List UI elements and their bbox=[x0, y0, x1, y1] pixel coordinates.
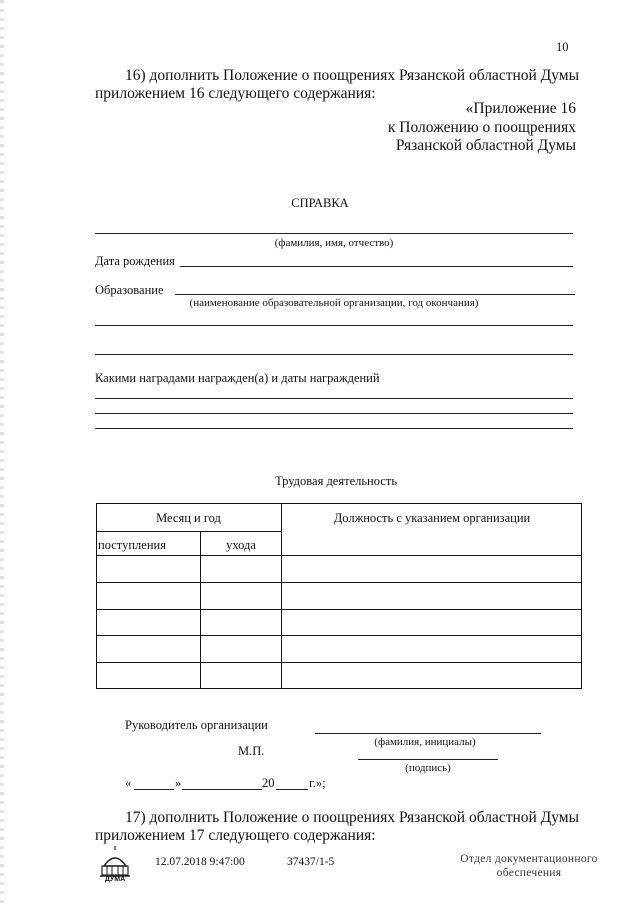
date-close-quote: » bbox=[175, 776, 182, 790]
amendment-16-line2: приложением 16 следующего содержания: bbox=[95, 85, 376, 102]
appendix-header-line3: Рязанской областной Думы bbox=[395, 137, 576, 154]
signature-line[interactable] bbox=[358, 759, 498, 760]
education-line-2[interactable] bbox=[95, 325, 573, 326]
amendment-16-line1: 16) дополнить Положение о поощрениях Рязанской областной Думы bbox=[125, 67, 580, 84]
date-open-quote: « bbox=[125, 776, 132, 790]
education-line[interactable] bbox=[175, 294, 575, 295]
appendix-header-line1: «Приложение 16 bbox=[465, 100, 576, 117]
education-caption: (наименование образовательной организации, год окончания) bbox=[189, 297, 479, 309]
education-label: Образование bbox=[95, 283, 164, 297]
awards-label: Какими наградами награжден(а) и даты награждений bbox=[95, 371, 380, 385]
birth-date-line[interactable] bbox=[180, 266, 573, 267]
awards-line-2[interactable] bbox=[95, 413, 573, 414]
page-number: 10 bbox=[556, 40, 569, 54]
table-row[interactable] bbox=[97, 610, 581, 635]
date-day-line[interactable] bbox=[134, 789, 174, 790]
work-history-title: Трудовая деятельность bbox=[274, 474, 398, 488]
signature-caption: (подпись) bbox=[405, 762, 451, 774]
amendment-17-line1: 17) дополнить Положение о поощрениях Рязанской областной Думы bbox=[125, 809, 580, 826]
awards-line-3[interactable] bbox=[95, 428, 573, 429]
education-line-3[interactable] bbox=[95, 354, 573, 355]
appendix-header-line2: к Положению о поощрениях bbox=[387, 119, 576, 136]
scan-edge bbox=[0, 0, 4, 905]
date-suffix: г.»; bbox=[309, 776, 326, 790]
header-position: Должность с указанием организации bbox=[333, 511, 531, 525]
name-caption: (фамилия, инициалы) bbox=[374, 736, 476, 748]
header-end: ухода bbox=[226, 538, 256, 552]
stamp-place-label: М.П. bbox=[238, 744, 265, 758]
birth-date-label: Дата рождения bbox=[95, 254, 175, 268]
form-title: СПРАВКА bbox=[291, 196, 349, 210]
fio-line[interactable] bbox=[95, 233, 573, 234]
date-month-line[interactable] bbox=[182, 789, 262, 790]
header-start: поступления bbox=[98, 538, 166, 552]
table-row[interactable] bbox=[97, 636, 581, 662]
footer-timestamp: 12.07.2018 9:47:00 bbox=[155, 856, 245, 868]
table-row[interactable] bbox=[97, 663, 581, 688]
table-row[interactable] bbox=[97, 583, 581, 609]
table-row[interactable] bbox=[97, 556, 581, 582]
department-stamp-line1: Отдел документационного bbox=[460, 853, 598, 865]
head-name-line[interactable] bbox=[315, 733, 541, 734]
date-year-line[interactable] bbox=[276, 789, 308, 790]
head-of-organization-label: Руководитель организации bbox=[125, 718, 268, 732]
department-stamp-line2: обеспечения bbox=[496, 867, 562, 879]
logo-text: ДУМА bbox=[104, 876, 126, 883]
date-year-prefix: 20 bbox=[262, 776, 275, 790]
duma-logo bbox=[98, 846, 132, 886]
amendment-17-line2: приложением 17 следующего содержания: bbox=[95, 827, 376, 844]
header-month-year: Месяц и год bbox=[156, 511, 221, 525]
work-history-table bbox=[96, 503, 582, 689]
awards-line-1[interactable] bbox=[95, 398, 573, 399]
footer-document-id: 37437/1-5 bbox=[287, 856, 335, 868]
fio-caption: (фамилия, имя, отчество) bbox=[274, 237, 394, 249]
